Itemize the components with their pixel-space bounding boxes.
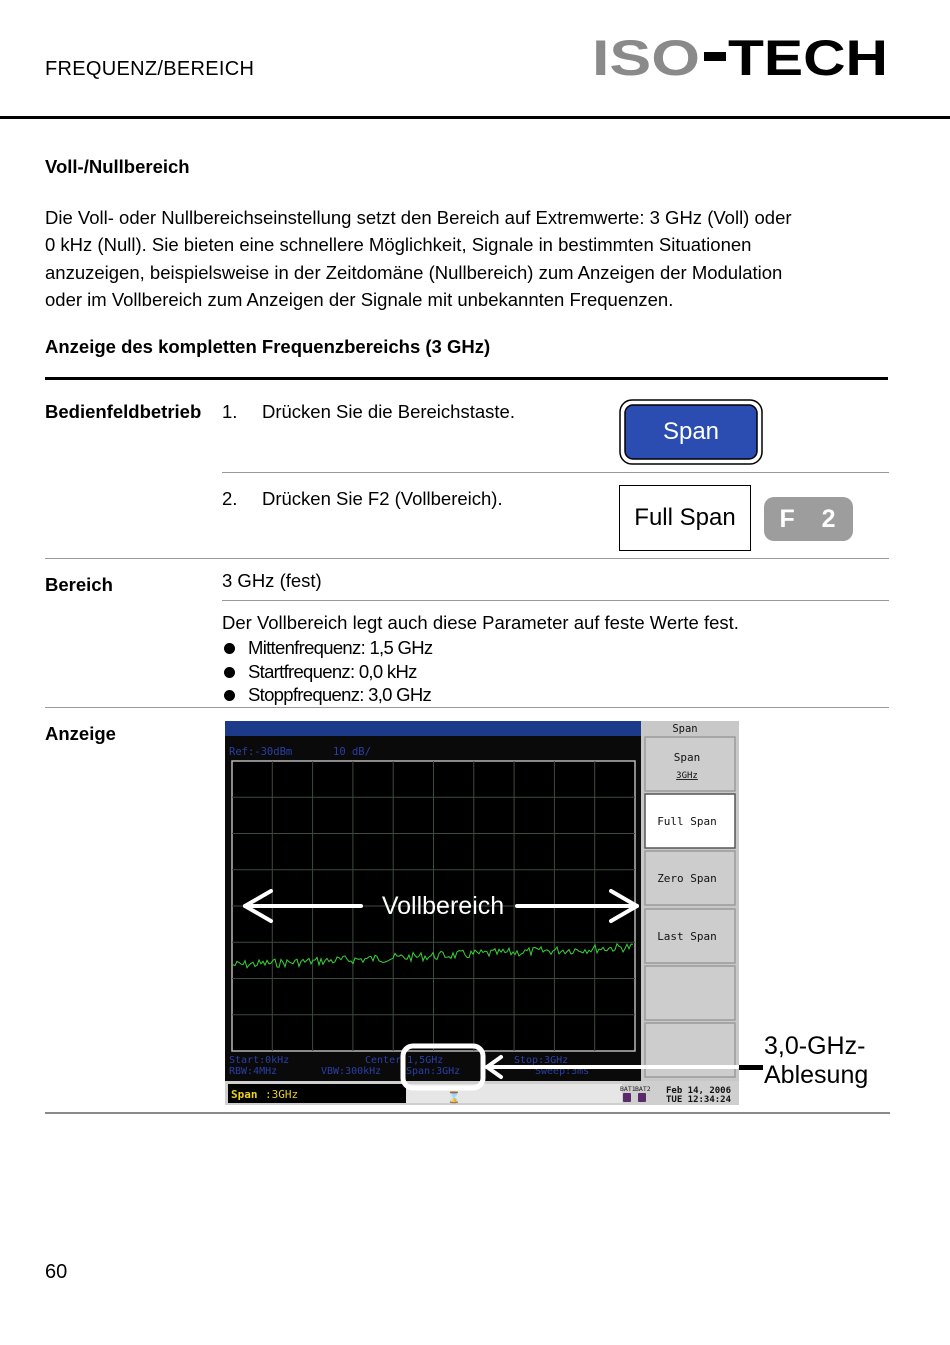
span-key-button[interactable]	[619, 399, 763, 465]
logo-dash	[704, 52, 726, 61]
span-input-value: :3GHz	[265, 1088, 299, 1101]
date-readout: Feb 14, 2006	[666, 1086, 732, 1096]
step1-number: 1.	[222, 401, 238, 422]
ref-level: Ref:-30dBm	[229, 746, 293, 758]
intro-line: Die Voll- oder Nullbereichseinstellung setzt den Bereich auf Extremwerte: 3 GHz (Voll) oder	[45, 207, 792, 228]
callout-line: Ablesung	[764, 1061, 869, 1089]
list-item: Stoppfrequenz: 3,0 GHz	[222, 683, 432, 707]
softkey[interactable]	[645, 966, 735, 1020]
span-readout: Span:3GHz	[406, 1066, 461, 1077]
softkey-label: Zero Span	[657, 872, 717, 885]
row-divider	[222, 600, 889, 601]
screen-title-bar	[225, 721, 641, 736]
bat1-label: BAT1	[620, 1085, 636, 1093]
battery-icon	[638, 1093, 646, 1102]
intro-line: anzuzeigen, beispielsweise in der Zeitdomäne (Nullbereich) zum Anzeigen der Modulation	[45, 261, 783, 283]
list-item: Mittenfrequenz: 1,5 GHz	[222, 636, 432, 660]
intro-paragraph	[45, 204, 895, 313]
intro-line: 0 kHz (Null). Sie bieten eine schnellere Möglichkeit, Signale in bestimmten Situationen	[45, 234, 752, 256]
logo-text-tech: TECH	[728, 32, 888, 80]
table-bottom-rule	[45, 1112, 890, 1114]
span-key-label: Span	[662, 418, 720, 445]
analyzer-screenshot	[225, 721, 739, 1105]
stop-readout: Stop:3GHz	[514, 1055, 569, 1066]
logo-text-iso: ISO	[592, 32, 700, 80]
vbw-readout: VBW:300kHz	[321, 1066, 382, 1077]
softkey-sublabel: 3GHz	[676, 771, 698, 781]
softkey-label: Span	[673, 751, 701, 764]
range-note: Der Vollbereich legt auch diese Parameter auf feste Werte fest.	[222, 612, 739, 633]
step1-text: Drücken Sie die Bereichstaste.	[262, 401, 515, 422]
softkey-label: Full Span	[657, 815, 717, 828]
callout-text	[764, 1032, 868, 1090]
range-label: Bereich	[45, 574, 113, 595]
panel-label: Bedienfeldbetrieb	[45, 401, 202, 422]
rbw-readout: RBW:4MHz	[229, 1066, 278, 1077]
section-title: FREQUENZ/BEREICH	[45, 58, 255, 80]
range-value: 3 GHz (fest)	[222, 570, 322, 591]
battery-icon	[623, 1093, 631, 1102]
display-label: Anzeige	[45, 723, 116, 744]
start-readout: Start:0kHz	[229, 1055, 290, 1066]
range-bullets	[222, 636, 432, 707]
table-top-rule	[45, 377, 888, 380]
callout-pointer	[739, 1065, 763, 1070]
page-number: 60	[45, 1261, 68, 1283]
f2-key[interactable]: F 2	[764, 497, 853, 541]
row-divider	[45, 707, 889, 708]
header-rule	[0, 116, 950, 119]
intro-line: oder im Vollbereich zum Anzeigen der Signale mit unbekannten Frequenzen.	[45, 288, 674, 310]
subheading: Anzeige des kompletten Frequenzbereichs (3 GHz)	[45, 336, 491, 357]
span-input-label: Span	[231, 1088, 258, 1101]
row-divider	[222, 472, 889, 473]
hourglass-icon: ⌛	[447, 1091, 461, 1104]
section-heading: Voll-/Nullbereich	[45, 156, 190, 177]
step2-number: 2.	[222, 488, 238, 509]
iso-tech-logo	[592, 32, 888, 80]
bat2-label: BAT2	[635, 1085, 651, 1093]
row-divider	[45, 558, 889, 559]
menu-title: Span	[672, 723, 698, 735]
softkey[interactable]	[645, 737, 735, 791]
step2-text: Drücken Sie F2 (Vollbereich).	[262, 488, 503, 509]
scale-readout: 10 dB/	[333, 746, 371, 758]
center-readout: Center:1,5GHz	[365, 1055, 444, 1066]
callout-line: 3,0-GHz-	[764, 1032, 866, 1060]
time-readout: TUE 12:34:24	[666, 1095, 732, 1105]
list-item: Startfrequenz: 0,0 kHz	[222, 660, 432, 684]
overlay-label: Vollbereich	[381, 892, 505, 920]
softkey-label: Last Span	[657, 930, 717, 943]
full-span-softkey[interactable]: Full Span	[619, 485, 751, 551]
sweep-readout: Sweep:3ms	[535, 1066, 590, 1077]
